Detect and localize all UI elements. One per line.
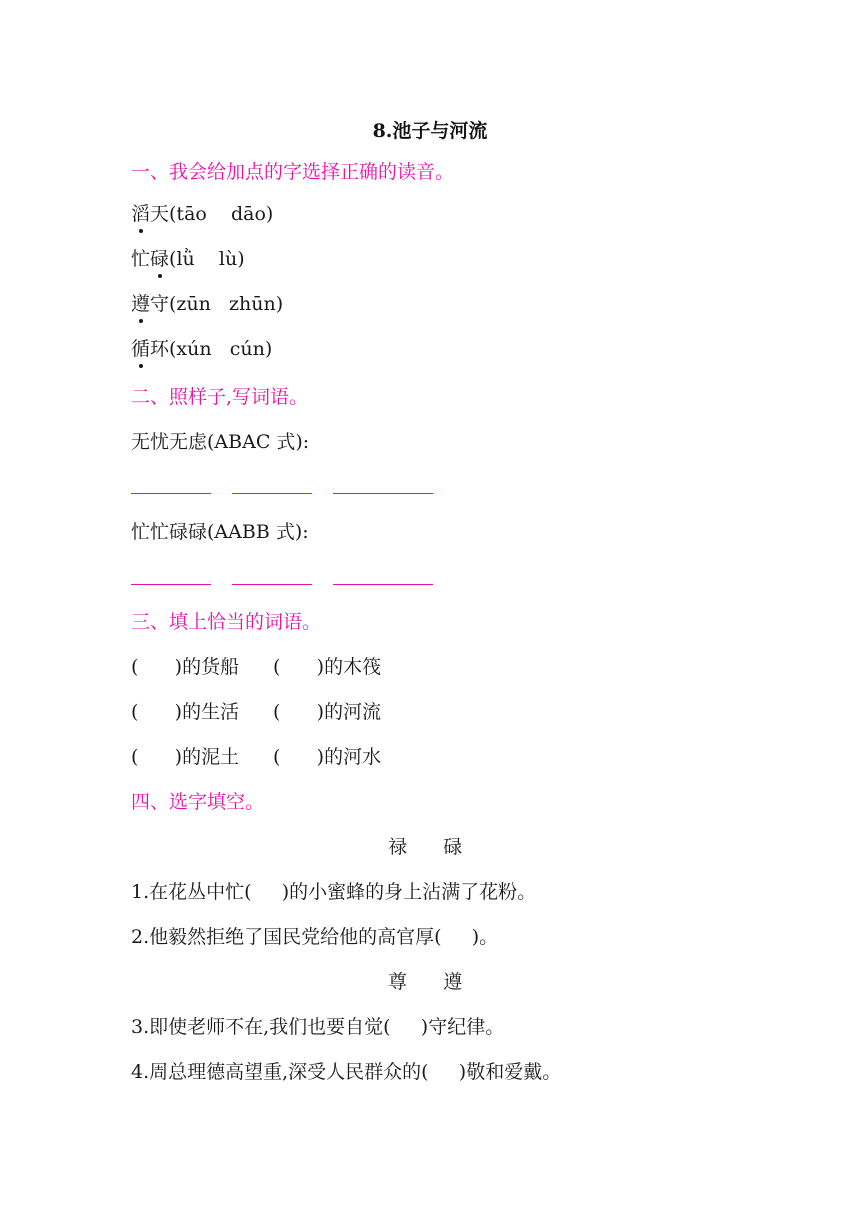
dotted-char: 碌 [150,248,170,270]
dotted-char: 遵 [131,293,151,315]
answer-blank[interactable] [333,493,433,494]
section-2-heading: 二、照样子,写词语。 [131,386,309,408]
fill-row-1b: ( )的木筏 [273,656,382,678]
answer-blank[interactable] [333,584,433,585]
dotted-char: 循 [131,338,151,360]
section-3-heading: 三、填上恰当的词语。 [131,611,322,633]
pinyin-item-text: 环(xún cún) [150,338,273,360]
pinyin-item-2 [131,247,245,271]
question-2: 2.他毅然拒绝了国民党给他的高官厚( )。 [131,926,499,948]
pinyin-item-3 [131,292,283,316]
question-1: 1.在花丛中忙( )的小蜜蜂的身上沾满了花粉。 [131,881,537,903]
pinyin-item-text: 天(tāo dāo) [150,203,274,225]
answer-blank[interactable] [131,493,211,494]
section-1-heading: 一、我会给加点的字选择正确的读音。 [131,161,455,183]
pinyin-item-text: (lǜ lù) [169,248,245,270]
choice-chars-2: 尊 遵 [388,971,463,993]
answer-blank[interactable] [232,493,312,494]
fill-row-1a: ( )的货船 [131,656,240,678]
pinyin-item-text: 守(zūn zhūn) [150,293,284,315]
section-4-heading: 四、选字填空。 [131,791,265,813]
answer-blank[interactable] [232,584,312,585]
fill-row-3b: ( )的河水 [273,746,382,768]
choice-chars-1: 禄 碌 [388,836,463,858]
fill-row-3a: ( )的泥土 [131,746,240,768]
example-abac: 无忧无虑(ABAC 式): [131,431,310,453]
question-3: 3.即使老师不在,我们也要自觉( )守纪律。 [131,1016,505,1038]
answer-blank[interactable] [131,584,211,585]
page-title: 8.池子与河流 [372,120,488,142]
fill-row-2a: ( )的生活 [131,701,240,723]
pinyin-item-prefix: 忙 [131,248,151,270]
pinyin-item-4 [131,337,272,361]
question-4: 4.周总理德高望重,深受人民群众的( )敬和爱戴。 [131,1061,562,1083]
dotted-char: 滔 [131,203,151,225]
pinyin-item-1 [131,202,273,226]
example-aabb: 忙忙碌碌(AABB 式): [131,521,309,543]
fill-row-2b: ( )的河流 [273,701,382,723]
